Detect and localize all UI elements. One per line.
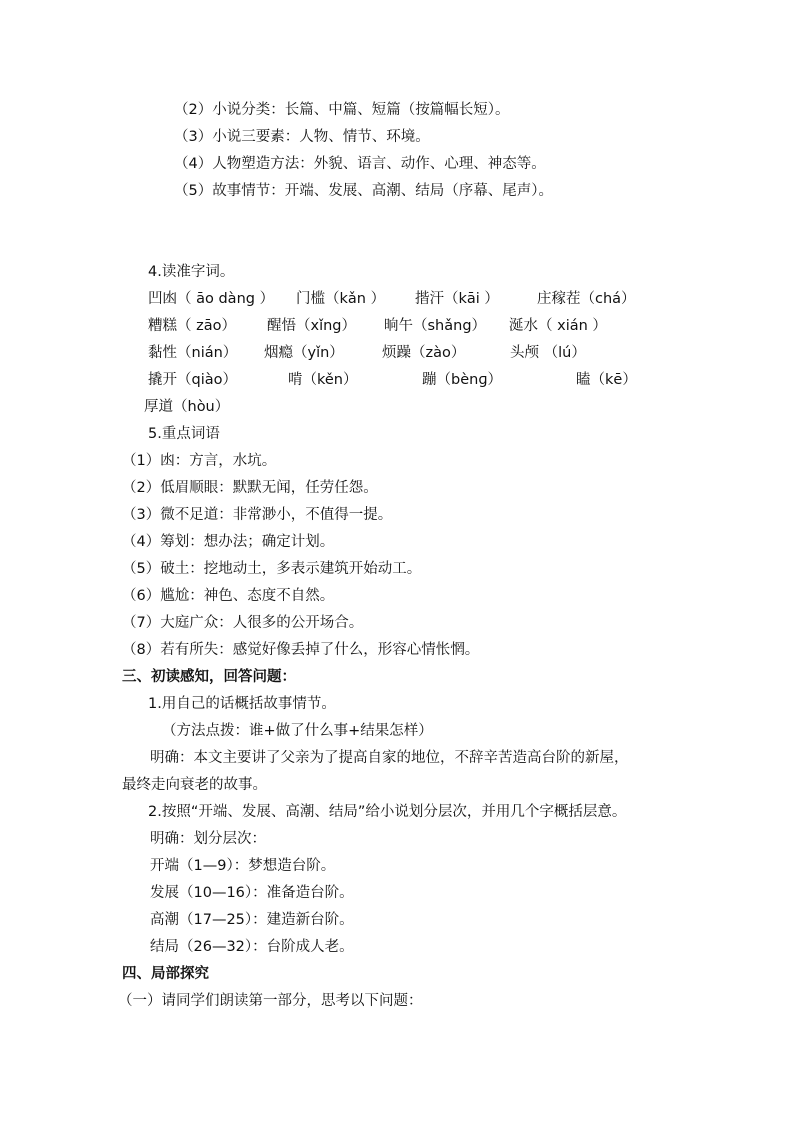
vocab-item: 厚道（hòu） bbox=[144, 399, 230, 415]
vocab-item: 烦躁（zào） bbox=[382, 345, 466, 361]
section-three-heading: 三、初读感知，回答问题： bbox=[122, 669, 296, 685]
section-four-heading: 四、局部探究 bbox=[122, 966, 209, 982]
novel-note-3: （3）小说三要素：人物、情节、环境。 bbox=[174, 129, 430, 145]
novel-note-5: （5）故事情节：开端、发展、高潮、结局（序幕、尾声）。 bbox=[174, 183, 553, 199]
key-word-8: （8）若有所失：感觉好像丢掉了什么，形容心情怅惘。 bbox=[122, 642, 480, 658]
question-1-answer-line-2: 最终走向衰老的故事。 bbox=[122, 777, 267, 793]
layer-climax: 高潮（17—25）：建造新台阶。 bbox=[150, 912, 354, 928]
layer-ending: 结局（26—32）：台阶成人老。 bbox=[150, 939, 354, 955]
key-word-7: （7）大庭广众：人很多的公开场合。 bbox=[122, 615, 364, 631]
vocab-item: 头颅 （lú） bbox=[510, 345, 586, 361]
key-word-6: （6）尴尬：神色、态度不自然。 bbox=[122, 588, 335, 604]
key-word-1: （1）凼：方言，水坑。 bbox=[122, 453, 277, 469]
vocab-item: 凹凼（ āo dàng ） bbox=[148, 291, 275, 307]
key-word-3: （3）微不足道：非常渺小，不值得一提。 bbox=[122, 507, 393, 523]
vocab-item: 门槛（kǎn ） bbox=[296, 291, 386, 307]
vocab-row-1 bbox=[0, 289, 794, 309]
vocab-item: 醒悟（xǐng） bbox=[267, 318, 357, 334]
vocab-item: 啃（kěn） bbox=[288, 372, 358, 388]
key-word-5: （5）破土：挖地动土，多表示建筑开始动工。 bbox=[122, 561, 422, 577]
vocab-row-2 bbox=[0, 316, 794, 336]
question-2-answer: 明确：划分层次： bbox=[150, 831, 266, 847]
vocab-item: 涎水（ xián ） bbox=[509, 318, 607, 334]
vocab-item: 瞌（kē） bbox=[576, 372, 637, 388]
question-1-tip: （方法点拨：谁+做了什么事+结果怎样） bbox=[162, 723, 433, 739]
vocab-item: 烟瘾（yǐn） bbox=[264, 345, 344, 361]
key-word-2: （2）低眉顺眼：默默无闻，任劳任怨。 bbox=[122, 480, 378, 496]
question-1-answer-line-1: 明确：本文主要讲了父亲为了提高自家的地位，不辞辛苦造高台阶的新屋， bbox=[150, 750, 629, 766]
novel-note-2: （2）小说分类：长篇、中篇、短篇（按篇幅长短）。 bbox=[174, 102, 510, 118]
vocab-item: 黏性（nián） bbox=[148, 345, 238, 361]
layer-development: 发展（10—16）：准备造台阶。 bbox=[150, 885, 354, 901]
section-four-subheading: （一）请同学们朗读第一部分，思考以下问题： bbox=[118, 993, 423, 1009]
layer-opening: 开端（1—9）：梦想造台阶。 bbox=[150, 858, 336, 874]
question-2: 2.按照“开端、发展、高潮、结局”给小说划分层次，并用几个字概括层意。 bbox=[148, 804, 627, 820]
section-4-title: 4.读准字词。 bbox=[148, 264, 235, 280]
vocab-item: 揩汗（kāi ） bbox=[415, 291, 499, 307]
section-5-title: 5.重点词语 bbox=[148, 426, 220, 442]
vocab-row-3 bbox=[0, 343, 794, 363]
vocab-row-5 bbox=[0, 397, 794, 417]
vocab-item: 庄稼茬（chá） bbox=[537, 291, 636, 307]
key-word-4: （4）筹划：想办法；确定计划。 bbox=[122, 534, 335, 550]
novel-note-4: （4）人物塑造方法：外貌、语言、动作、心理、神态等。 bbox=[174, 156, 546, 172]
vocab-row-4 bbox=[0, 370, 794, 390]
vocab-item: 撬开（qiào） bbox=[148, 372, 237, 388]
vocab-item: 糟糕（ zāo） bbox=[148, 318, 236, 334]
vocab-item: 蹦（bènɡ） bbox=[422, 372, 503, 388]
vocab-item: 晌午（shǎng） bbox=[384, 318, 487, 334]
question-1: 1.用自己的话概括故事情节。 bbox=[148, 696, 336, 712]
